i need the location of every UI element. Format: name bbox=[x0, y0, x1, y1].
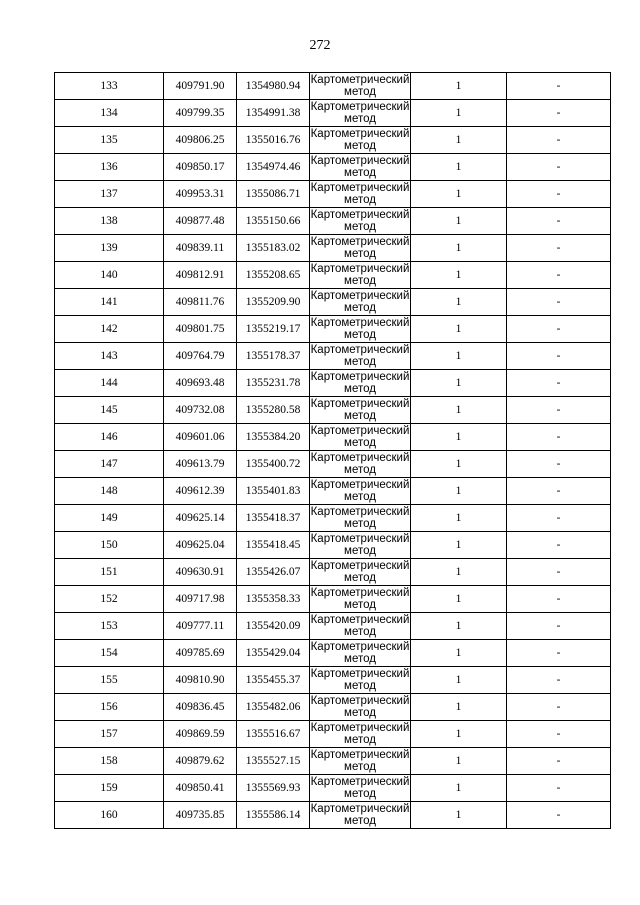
accuracy-cell: 1 bbox=[411, 694, 507, 721]
accuracy-cell: 1 bbox=[411, 775, 507, 802]
table-row bbox=[55, 370, 611, 397]
accuracy-cell: 1 bbox=[411, 748, 507, 775]
method-cell bbox=[310, 667, 411, 694]
x-coordinate-cell: 409850.17 bbox=[164, 154, 237, 181]
accuracy-cell: 1 bbox=[411, 154, 507, 181]
x-coordinate-cell: 409879.62 bbox=[164, 748, 237, 775]
y-coordinate-cell: 1355527.15 bbox=[237, 748, 310, 775]
method-line-1: Картометрический bbox=[310, 641, 410, 653]
x-coordinate-cell: 409801.75 bbox=[164, 316, 237, 343]
y-coordinate-cell: 1355418.45 bbox=[237, 532, 310, 559]
method-cell bbox=[310, 775, 411, 802]
note-cell: - bbox=[507, 775, 611, 802]
point-number-cell: 150 bbox=[55, 532, 164, 559]
method-line-1: Картометрический bbox=[310, 74, 410, 86]
accuracy-cell: 1 bbox=[411, 424, 507, 451]
accuracy-cell: 1 bbox=[411, 235, 507, 262]
point-number-cell: 135 bbox=[55, 127, 164, 154]
point-number-cell: 145 bbox=[55, 397, 164, 424]
note-cell: - bbox=[507, 289, 611, 316]
method-line-2: метод bbox=[344, 275, 376, 287]
x-coordinate-cell: 409777.11 bbox=[164, 613, 237, 640]
method-line-1: Картометрический bbox=[310, 128, 410, 140]
accuracy-cell: 1 bbox=[411, 262, 507, 289]
note-cell: - bbox=[507, 73, 611, 100]
y-coordinate-cell: 1355150.66 bbox=[237, 208, 310, 235]
point-number-cell: 146 bbox=[55, 424, 164, 451]
table-row bbox=[55, 316, 611, 343]
y-coordinate-cell: 1355231.78 bbox=[237, 370, 310, 397]
method-line-1: Картометрический bbox=[310, 236, 410, 248]
point-number-cell: 136 bbox=[55, 154, 164, 181]
method-cell bbox=[310, 748, 411, 775]
x-coordinate-cell: 409810.90 bbox=[164, 667, 237, 694]
method-cell bbox=[310, 478, 411, 505]
table-row bbox=[55, 613, 611, 640]
method-cell bbox=[310, 397, 411, 424]
x-coordinate-cell: 409693.48 bbox=[164, 370, 237, 397]
table-row bbox=[55, 802, 611, 829]
point-number-cell: 158 bbox=[55, 748, 164, 775]
y-coordinate-cell: 1355429.04 bbox=[237, 640, 310, 667]
point-number-cell: 157 bbox=[55, 721, 164, 748]
accuracy-cell: 1 bbox=[411, 208, 507, 235]
y-coordinate-cell: 1355209.90 bbox=[237, 289, 310, 316]
method-cell bbox=[310, 451, 411, 478]
table-row bbox=[55, 262, 611, 289]
table-row bbox=[55, 748, 611, 775]
table-row bbox=[55, 127, 611, 154]
note-cell: - bbox=[507, 586, 611, 613]
y-coordinate-cell: 1355016.76 bbox=[237, 127, 310, 154]
y-coordinate-cell: 1355208.65 bbox=[237, 262, 310, 289]
y-coordinate-cell: 1355178.37 bbox=[237, 343, 310, 370]
x-coordinate-cell: 409613.79 bbox=[164, 451, 237, 478]
method-line-1: Картометрический bbox=[310, 803, 410, 815]
method-line-1: Картометрический bbox=[310, 452, 410, 464]
note-cell: - bbox=[507, 370, 611, 397]
y-coordinate-cell: 1354980.94 bbox=[237, 73, 310, 100]
table-row bbox=[55, 559, 611, 586]
method-cell bbox=[310, 100, 411, 127]
y-coordinate-cell: 1354991.38 bbox=[237, 100, 310, 127]
accuracy-cell: 1 bbox=[411, 316, 507, 343]
point-number-cell: 151 bbox=[55, 559, 164, 586]
table-row bbox=[55, 343, 611, 370]
method-line-1: Картометрический bbox=[310, 776, 410, 788]
method-cell bbox=[310, 559, 411, 586]
method-cell bbox=[310, 613, 411, 640]
table-row bbox=[55, 397, 611, 424]
method-line-2: метод bbox=[344, 167, 376, 179]
method-line-1: Картометрический bbox=[310, 425, 410, 437]
table-row bbox=[55, 667, 611, 694]
method-line-2: метод bbox=[344, 518, 376, 530]
note-cell: - bbox=[507, 721, 611, 748]
x-coordinate-cell: 409764.79 bbox=[164, 343, 237, 370]
note-cell: - bbox=[507, 694, 611, 721]
accuracy-cell: 1 bbox=[411, 559, 507, 586]
method-line-1: Картометрический bbox=[310, 263, 410, 275]
y-coordinate-cell: 1355384.20 bbox=[237, 424, 310, 451]
method-cell bbox=[310, 235, 411, 262]
table-row bbox=[55, 100, 611, 127]
point-number-cell: 142 bbox=[55, 316, 164, 343]
point-number-cell: 144 bbox=[55, 370, 164, 397]
note-cell: - bbox=[507, 181, 611, 208]
method-cell bbox=[310, 289, 411, 316]
accuracy-cell: 1 bbox=[411, 397, 507, 424]
method-line-1: Картометрический bbox=[310, 749, 410, 761]
method-line-2: метод bbox=[344, 410, 376, 422]
method-cell bbox=[310, 694, 411, 721]
accuracy-cell: 1 bbox=[411, 478, 507, 505]
y-coordinate-cell: 1355516.67 bbox=[237, 721, 310, 748]
point-number-cell: 133 bbox=[55, 73, 164, 100]
method-line-2: метод bbox=[344, 680, 376, 692]
y-coordinate-cell: 1355086.71 bbox=[237, 181, 310, 208]
method-line-2: метод bbox=[344, 356, 376, 368]
x-coordinate-cell: 409625.04 bbox=[164, 532, 237, 559]
point-number-cell: 155 bbox=[55, 667, 164, 694]
method-line-2: метод bbox=[344, 626, 376, 638]
accuracy-cell: 1 bbox=[411, 532, 507, 559]
method-cell bbox=[310, 316, 411, 343]
accuracy-cell: 1 bbox=[411, 73, 507, 100]
note-cell: - bbox=[507, 262, 611, 289]
x-coordinate-cell: 409799.35 bbox=[164, 100, 237, 127]
y-coordinate-cell: 1355569.93 bbox=[237, 775, 310, 802]
note-cell: - bbox=[507, 667, 611, 694]
accuracy-cell: 1 bbox=[411, 721, 507, 748]
method-line-2: метод bbox=[344, 302, 376, 314]
method-line-2: метод bbox=[344, 383, 376, 395]
table-row bbox=[55, 289, 611, 316]
note-cell: - bbox=[507, 478, 611, 505]
table-row bbox=[55, 208, 611, 235]
method-line-2: метод bbox=[344, 545, 376, 557]
method-line-1: Картометрический bbox=[310, 722, 410, 734]
table-row bbox=[55, 640, 611, 667]
method-line-1: Картометрический bbox=[310, 479, 410, 491]
method-line-1: Картометрический bbox=[310, 317, 410, 329]
table-row bbox=[55, 181, 611, 208]
method-cell bbox=[310, 73, 411, 100]
method-line-1: Картометрический bbox=[310, 101, 410, 113]
method-line-2: метод bbox=[344, 329, 376, 341]
method-line-2: метод bbox=[344, 815, 376, 827]
accuracy-cell: 1 bbox=[411, 343, 507, 370]
method-line-2: метод bbox=[344, 113, 376, 125]
point-number-cell: 152 bbox=[55, 586, 164, 613]
accuracy-cell: 1 bbox=[411, 586, 507, 613]
x-coordinate-cell: 409625.14 bbox=[164, 505, 237, 532]
point-number-cell: 134 bbox=[55, 100, 164, 127]
accuracy-cell: 1 bbox=[411, 667, 507, 694]
point-number-cell: 156 bbox=[55, 694, 164, 721]
accuracy-cell: 1 bbox=[411, 370, 507, 397]
note-cell: - bbox=[507, 802, 611, 829]
table-row bbox=[55, 694, 611, 721]
table-row bbox=[55, 586, 611, 613]
y-coordinate-cell: 1354974.46 bbox=[237, 154, 310, 181]
method-line-1: Картометрический bbox=[310, 560, 410, 572]
method-line-2: метод bbox=[344, 761, 376, 773]
method-line-2: метод bbox=[344, 140, 376, 152]
method-line-1: Картометрический bbox=[310, 344, 410, 356]
x-coordinate-cell: 409717.98 bbox=[164, 586, 237, 613]
method-cell bbox=[310, 262, 411, 289]
method-cell bbox=[310, 424, 411, 451]
note-cell: - bbox=[507, 343, 611, 370]
method-line-2: метод bbox=[344, 248, 376, 260]
note-cell: - bbox=[507, 208, 611, 235]
method-cell bbox=[310, 640, 411, 667]
note-cell: - bbox=[507, 397, 611, 424]
table-row bbox=[55, 532, 611, 559]
y-coordinate-cell: 1355401.83 bbox=[237, 478, 310, 505]
method-line-2: метод bbox=[344, 599, 376, 611]
table-body bbox=[55, 73, 611, 829]
y-coordinate-cell: 1355482.06 bbox=[237, 694, 310, 721]
accuracy-cell: 1 bbox=[411, 451, 507, 478]
x-coordinate-cell: 409953.31 bbox=[164, 181, 237, 208]
method-cell bbox=[310, 370, 411, 397]
method-cell bbox=[310, 505, 411, 532]
note-cell: - bbox=[507, 505, 611, 532]
method-line-1: Картометрический bbox=[310, 668, 410, 680]
y-coordinate-cell: 1355280.58 bbox=[237, 397, 310, 424]
table-row bbox=[55, 505, 611, 532]
note-cell: - bbox=[507, 100, 611, 127]
table-row bbox=[55, 451, 611, 478]
x-coordinate-cell: 409785.69 bbox=[164, 640, 237, 667]
point-number-cell: 149 bbox=[55, 505, 164, 532]
x-coordinate-cell: 409612.39 bbox=[164, 478, 237, 505]
y-coordinate-cell: 1355455.37 bbox=[237, 667, 310, 694]
method-line-1: Картометрический bbox=[310, 398, 410, 410]
point-number-cell: 140 bbox=[55, 262, 164, 289]
page-number: 272 bbox=[309, 38, 331, 53]
method-line-1: Картометрический bbox=[310, 209, 410, 221]
method-line-1: Картометрический bbox=[310, 587, 410, 599]
y-coordinate-cell: 1355420.09 bbox=[237, 613, 310, 640]
y-coordinate-cell: 1355219.17 bbox=[237, 316, 310, 343]
x-coordinate-cell: 409735.85 bbox=[164, 802, 237, 829]
accuracy-cell: 1 bbox=[411, 100, 507, 127]
table-row bbox=[55, 424, 611, 451]
y-coordinate-cell: 1355183.02 bbox=[237, 235, 310, 262]
note-cell: - bbox=[507, 316, 611, 343]
point-number-cell: 138 bbox=[55, 208, 164, 235]
method-line-1: Картометрический bbox=[310, 371, 410, 383]
y-coordinate-cell: 1355400.72 bbox=[237, 451, 310, 478]
point-number-cell: 160 bbox=[55, 802, 164, 829]
note-cell: - bbox=[507, 559, 611, 586]
note-cell: - bbox=[507, 451, 611, 478]
method-line-1: Картометрический bbox=[310, 506, 410, 518]
x-coordinate-cell: 409839.11 bbox=[164, 235, 237, 262]
x-coordinate-cell: 409791.90 bbox=[164, 73, 237, 100]
method-line-2: метод bbox=[344, 464, 376, 476]
accuracy-cell: 1 bbox=[411, 181, 507, 208]
method-line-2: метод bbox=[344, 734, 376, 746]
coordinates-table bbox=[54, 72, 611, 829]
method-line-1: Картометрический bbox=[310, 533, 410, 545]
y-coordinate-cell: 1355358.33 bbox=[237, 586, 310, 613]
x-coordinate-cell: 409601.06 bbox=[164, 424, 237, 451]
note-cell: - bbox=[507, 532, 611, 559]
accuracy-cell: 1 bbox=[411, 505, 507, 532]
method-line-2: метод bbox=[344, 653, 376, 665]
point-number-cell: 137 bbox=[55, 181, 164, 208]
table-row bbox=[55, 154, 611, 181]
method-cell bbox=[310, 181, 411, 208]
x-coordinate-cell: 409806.25 bbox=[164, 127, 237, 154]
method-cell bbox=[310, 802, 411, 829]
method-cell bbox=[310, 532, 411, 559]
table-row bbox=[55, 721, 611, 748]
accuracy-cell: 1 bbox=[411, 289, 507, 316]
method-line-2: метод bbox=[344, 86, 376, 98]
x-coordinate-cell: 409850.41 bbox=[164, 775, 237, 802]
table-row bbox=[55, 478, 611, 505]
x-coordinate-cell: 409836.45 bbox=[164, 694, 237, 721]
method-line-2: метод bbox=[344, 491, 376, 503]
x-coordinate-cell: 409630.91 bbox=[164, 559, 237, 586]
x-coordinate-cell: 409812.91 bbox=[164, 262, 237, 289]
note-cell: - bbox=[507, 613, 611, 640]
note-cell: - bbox=[507, 424, 611, 451]
method-line-2: метод bbox=[344, 194, 376, 206]
method-cell bbox=[310, 586, 411, 613]
note-cell: - bbox=[507, 748, 611, 775]
accuracy-cell: 1 bbox=[411, 802, 507, 829]
table-row bbox=[55, 775, 611, 802]
method-cell bbox=[310, 154, 411, 181]
point-number-cell: 148 bbox=[55, 478, 164, 505]
method-line-2: метод bbox=[344, 572, 376, 584]
table-row bbox=[55, 235, 611, 262]
accuracy-cell: 1 bbox=[411, 127, 507, 154]
table-row bbox=[55, 73, 611, 100]
method-line-2: метод bbox=[344, 437, 376, 449]
accuracy-cell: 1 bbox=[411, 613, 507, 640]
method-line-1: Картометрический bbox=[310, 695, 410, 707]
y-coordinate-cell: 1355418.37 bbox=[237, 505, 310, 532]
x-coordinate-cell: 409869.59 bbox=[164, 721, 237, 748]
x-coordinate-cell: 409811.76 bbox=[164, 289, 237, 316]
method-line-1: Картометрический bbox=[310, 290, 410, 302]
method-line-2: метод bbox=[344, 788, 376, 800]
method-line-1: Картометрический bbox=[310, 182, 410, 194]
point-number-cell: 143 bbox=[55, 343, 164, 370]
point-number-cell: 154 bbox=[55, 640, 164, 667]
note-cell: - bbox=[507, 127, 611, 154]
point-number-cell: 141 bbox=[55, 289, 164, 316]
note-cell: - bbox=[507, 640, 611, 667]
note-cell: - bbox=[507, 154, 611, 181]
method-cell bbox=[310, 208, 411, 235]
method-line-1: Картометрический bbox=[310, 614, 410, 626]
x-coordinate-cell: 409877.48 bbox=[164, 208, 237, 235]
x-coordinate-cell: 409732.08 bbox=[164, 397, 237, 424]
note-cell: - bbox=[507, 235, 611, 262]
method-cell bbox=[310, 127, 411, 154]
y-coordinate-cell: 1355426.07 bbox=[237, 559, 310, 586]
accuracy-cell: 1 bbox=[411, 640, 507, 667]
method-cell bbox=[310, 721, 411, 748]
method-line-2: метод bbox=[344, 221, 376, 233]
method-cell bbox=[310, 343, 411, 370]
y-coordinate-cell: 1355586.14 bbox=[237, 802, 310, 829]
point-number-cell: 139 bbox=[55, 235, 164, 262]
point-number-cell: 159 bbox=[55, 775, 164, 802]
method-line-1: Картометрический bbox=[310, 155, 410, 167]
point-number-cell: 153 bbox=[55, 613, 164, 640]
method-line-2: метод bbox=[344, 707, 376, 719]
point-number-cell: 147 bbox=[55, 451, 164, 478]
